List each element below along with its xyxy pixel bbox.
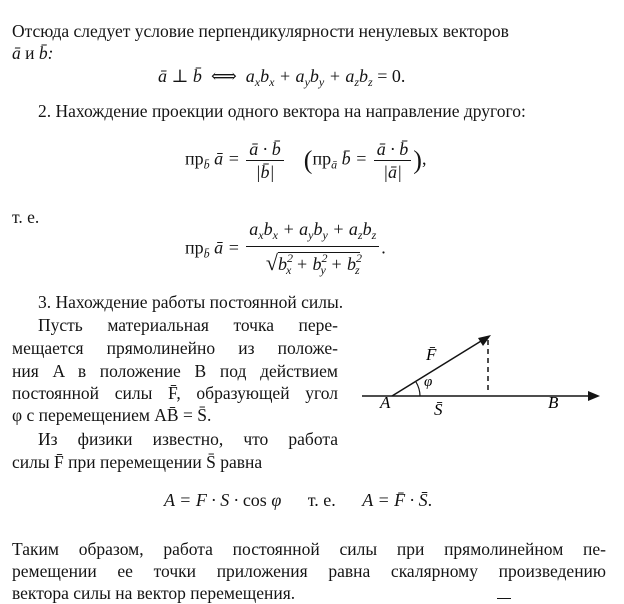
- force-displacement-diagram: [360, 326, 610, 418]
- te-label: т. е.: [12, 207, 40, 227]
- label-S: S̄: [434, 400, 443, 418]
- projection-formula: $пр_{b̄}$ ā = $\frac{ā \cdot b̄}{|b̄|}$ ($пр_ā$ b̄ = $\frac{ā \cdot b̄}{|ā|}$ ),: [185, 139, 427, 182]
- force-vector: [392, 338, 486, 396]
- section-3-p1-line-1: Пусть материальная точка пере-: [38, 315, 338, 335]
- vector-b: b̄:: [38, 43, 54, 63]
- section-2-heading: 2. Нахождение проекции одного вектора на направление другого:: [38, 101, 526, 121]
- projection-formula-expanded: $пр_{b̄}$ ā = $\frac{a_xb_x + a_yb_y + a_zb_z}{√b^2_x + b^2_y + b^2_z}$ .: [185, 218, 386, 281]
- section-3-p2-line-1: Из физики известно, что работа: [38, 429, 338, 449]
- section-3-p1-line-2: мещается прямолинейно из положе-: [12, 338, 338, 358]
- label-F: F̄: [426, 345, 437, 364]
- conclusion-line-1: Таким образом, работа постоянной силы при прямолинейном пе-: [12, 539, 606, 559]
- label-phi: φ: [424, 374, 433, 390]
- vector-a: ā: [12, 43, 21, 63]
- section-3-p1-line-5: φ с перемещением AB̄ = S̄.: [12, 405, 212, 425]
- section-3-p2-line-2: силы F̄ при перемещении S̄ равна: [12, 452, 263, 472]
- conclusion-line-2: ремещении ее точки приложения равна скалярному произведению: [12, 561, 606, 581]
- perpendicular-formula: ā ⊥ b̄ ⟺ $a_xb_x + a_yb_y + a_zb_z = 0$.: [158, 66, 406, 89]
- intro-line-1: Отсюда следует условие перпендикулярности ненулевых векторов: [12, 21, 509, 41]
- conclusion-line-3: вектора силы на вектор перемещения.: [12, 583, 296, 603]
- displacement-arrowhead: [588, 391, 600, 401]
- work-formula: A = F · S · cos φ т. е. A = F̄ · S̄.: [164, 490, 433, 510]
- angle-arc: [416, 382, 420, 396]
- label-A: A: [380, 393, 391, 412]
- page-corner-mark: [497, 598, 511, 599]
- section-3-p1-line-3: ния A в положение B под действием: [12, 361, 338, 381]
- intro-line-2: ā и b̄:: [12, 43, 54, 63]
- section-3-heading: 3. Нахождение работы постоянной силы.: [38, 292, 344, 312]
- label-B: B: [548, 393, 559, 412]
- force-arrowhead: [478, 335, 491, 346]
- section-3-p1-line-4: постоянной силы F̄, образующей угол: [12, 383, 338, 403]
